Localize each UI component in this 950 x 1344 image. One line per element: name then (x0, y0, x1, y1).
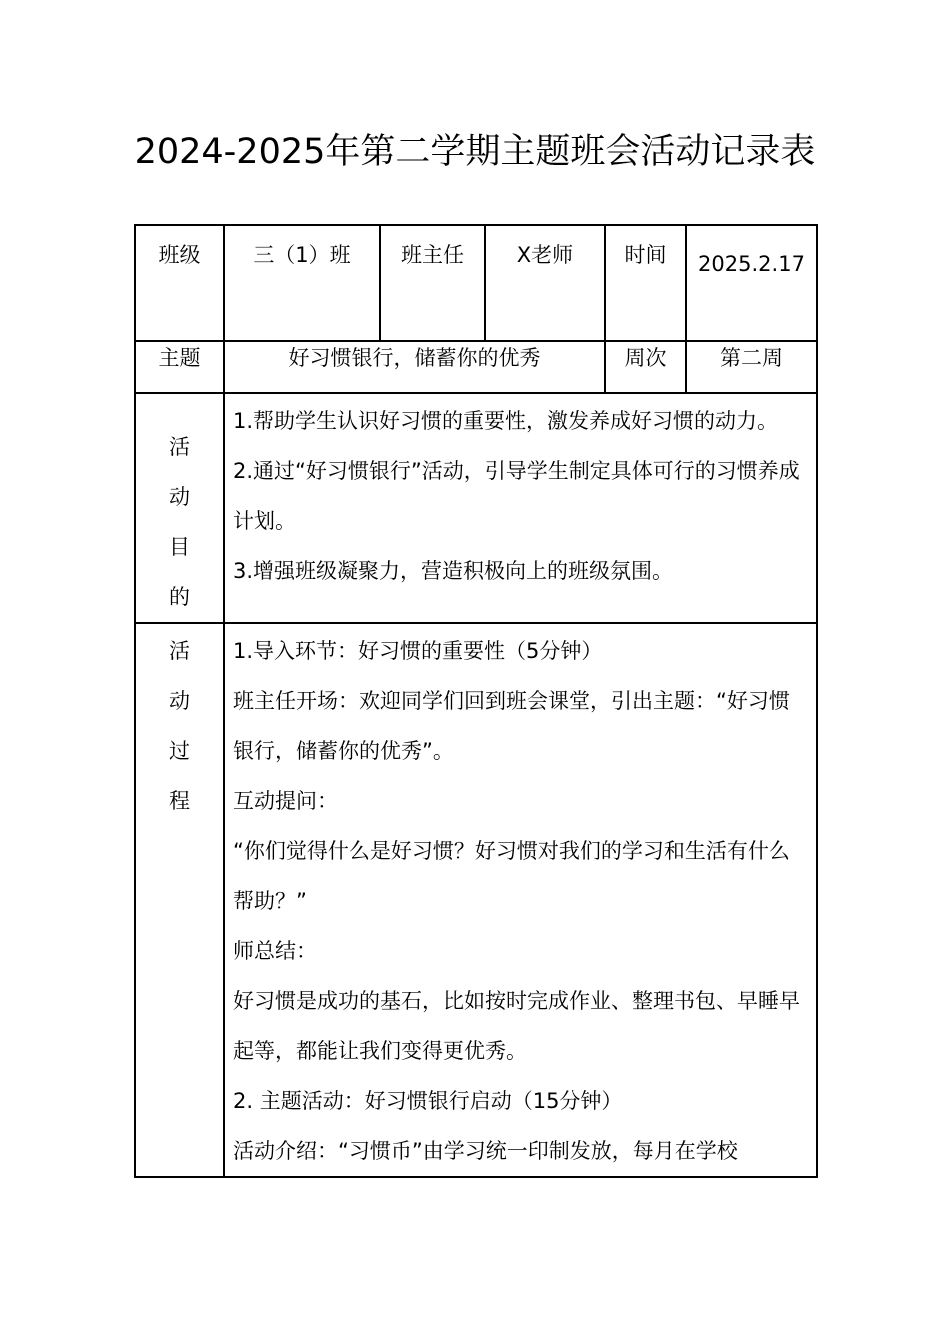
time-label: 时间 (605, 225, 686, 341)
purpose-label (135, 393, 224, 623)
purpose-item: 3.增强班级凝聚力，营造积极向上的班级氛围。 (233, 559, 674, 583)
purpose-row (135, 393, 817, 623)
process-line: 2. 主题活动：好习惯银行启动（15分钟） (233, 1089, 623, 1113)
class-value: 三（1）班 (224, 225, 380, 341)
process-label-char: 程 (169, 789, 190, 813)
process-label-char: 活 (169, 639, 190, 663)
week-value: 第二周 (686, 341, 817, 393)
process-label (135, 623, 224, 1177)
process-label-char: 过 (169, 739, 190, 763)
theme-row (135, 341, 817, 393)
theme-label: 主题 (135, 341, 224, 393)
page-title: 2024-2025年第二学期主题班会活动记录表 (134, 132, 816, 172)
purpose-item: 2.通过“好习惯银行”活动，引导学生制定具体可行的习惯养成计划。 (233, 459, 800, 533)
process-line: 1.导入环节：好习惯的重要性（5分钟） (233, 639, 603, 663)
teacher-label: 班主任 (380, 225, 485, 341)
class-label: 班级 (135, 225, 224, 341)
purpose-label-char: 的 (169, 585, 190, 609)
process-content (224, 623, 817, 1177)
purpose-item: 1.帮助学生认识好习惯的重要性，激发养成好习惯的动力。 (233, 409, 779, 433)
process-line: 互动提问： (233, 789, 338, 813)
purpose-label-char: 目 (169, 535, 190, 559)
process-line: 活动介绍：“习惯币”由学习统一印制发放，每月在学校 (233, 1139, 738, 1163)
time-value: 2025.2.17 (686, 225, 817, 341)
record-table (134, 224, 818, 1178)
theme-value: 好习惯银行，储蓄你的优秀 (224, 341, 605, 393)
process-line: 班主任开场：欢迎同学们回到班会课堂，引出主题：“好习惯银行，储蓄你的优秀”。 (233, 689, 790, 763)
process-row (135, 623, 817, 1177)
process-label-char: 动 (169, 689, 190, 713)
teacher-value: X老师 (485, 225, 605, 341)
process-line: “你们觉得什么是好习惯？好习惯对我们的学习和生活有什么帮助？” (233, 839, 790, 913)
info-row (135, 225, 817, 341)
process-line: 师总结： (233, 939, 317, 963)
purpose-label-char: 动 (169, 485, 190, 509)
purpose-content (224, 393, 817, 623)
process-line: 好习惯是成功的基石，比如按时完成作业、整理书包、早睡早起等，都能让我们变得更优秀。 (233, 989, 800, 1063)
week-label: 周次 (605, 341, 686, 393)
purpose-label-char: 活 (169, 435, 190, 459)
